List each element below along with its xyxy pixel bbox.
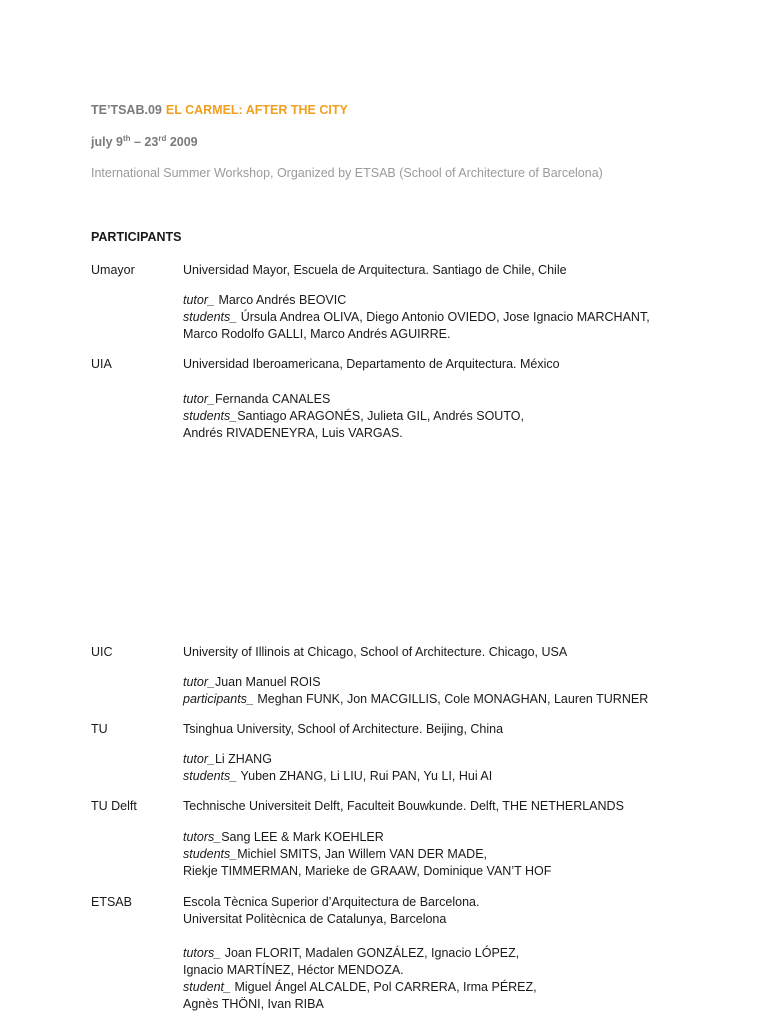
workshop-dates: july 9th – 23rd 2009 [91, 133, 198, 149]
participant-line: students_ Úrsula Andrea OLIVA, Diego Antonio OVIEDO, Jose Ignacio MARCHANT, [183, 310, 650, 324]
participant-institution: Technische Universiteit Delft, Faculteit Bouwkunde. Delft, THE NETHERLANDS [183, 799, 624, 813]
participant-line: Riekje TIMMERMAN, Marieke de GRAAW, Dominique VAN’T HOF [183, 864, 552, 878]
participant-institution: Escola Tècnica Superior d’Arquitectura de Barcelona. [183, 895, 480, 909]
workshop-code: TE’TSAB.09 [91, 103, 162, 117]
document-title [91, 102, 348, 119]
participant-line: student_ Miguel Ángel ALCALDE, Pol CARRERA, Irma PÉREZ, [183, 980, 537, 994]
participant-line: Marco Rodolfo GALLI, Marco Andrés AGUIRRE. [183, 327, 451, 341]
workshop-title: EL CARMEL: AFTER THE CITY [165, 103, 348, 117]
participant-institution: Universidad Iberoamericana, Departamento de Arquitectura. México [183, 357, 560, 371]
participant-line: students_Michiel SMITS, Jan Willem VAN DER MADE, [183, 847, 488, 861]
participant-abbr: Umayor [91, 263, 135, 277]
participant-line: tutor_Fernanda CANALES [183, 392, 331, 406]
participant-line: Andrés RIVADENEYRA, Luis VARGAS. [183, 426, 403, 440]
participant-line: tutor_Juan Manuel ROIS [183, 675, 321, 689]
participant-abbr: TU [91, 722, 108, 736]
participant-abbr: ETSAB [91, 895, 132, 909]
participant-line: tutors_ Joan FLORIT, Madalen GONZÁLEZ, Ignacio LÓPEZ, [183, 946, 520, 960]
participant-line: students_Santiago ARAGONÉS, Julieta GIL, Andrés SOUTO, [183, 409, 524, 423]
participant-line: Agnès THÖNI, Ivan RIBA [183, 997, 324, 1011]
participant-line: students_ Yuben ZHANG, Li LIU, Rui PAN, Yu LI, Hui AI [183, 769, 493, 783]
participant-abbr: TU Delft [91, 799, 137, 813]
participant-line: tutor_Li ZHANG [183, 752, 272, 766]
participant-institution: Tsinghua University, School of Architecture. Beijing, China [183, 722, 504, 736]
participant-institution: University of Illinois at Chicago, School of Architecture. Chicago, USA [183, 645, 568, 659]
participant-institution: Universitat Politècnica de Catalunya, Barcelona [183, 912, 447, 926]
participant-line: tutor_ Marco Andrés BEOVIC [183, 293, 347, 307]
participant-line: tutors_Sang LEE & Mark KOEHLER [183, 830, 384, 844]
workshop-subtitle: International Summer Workshop, Organized by ETSAB (School of Architecture of Barcelona) [91, 166, 603, 180]
participant-line: Ignacio MARTÍNEZ, Héctor MENDOZA. [183, 963, 404, 977]
section-title: PARTICIPANTS [91, 230, 182, 244]
participant-line: participants_ Meghan FUNK, Jon MACGILLIS, Cole MONAGHAN, Lauren TURNER [183, 692, 649, 706]
participant-institution: Universidad Mayor, Escuela de Arquitectura. Santiago de Chile, Chile [183, 263, 567, 277]
participant-abbr: UIA [91, 357, 112, 371]
participant-abbr: UIC [91, 645, 113, 659]
